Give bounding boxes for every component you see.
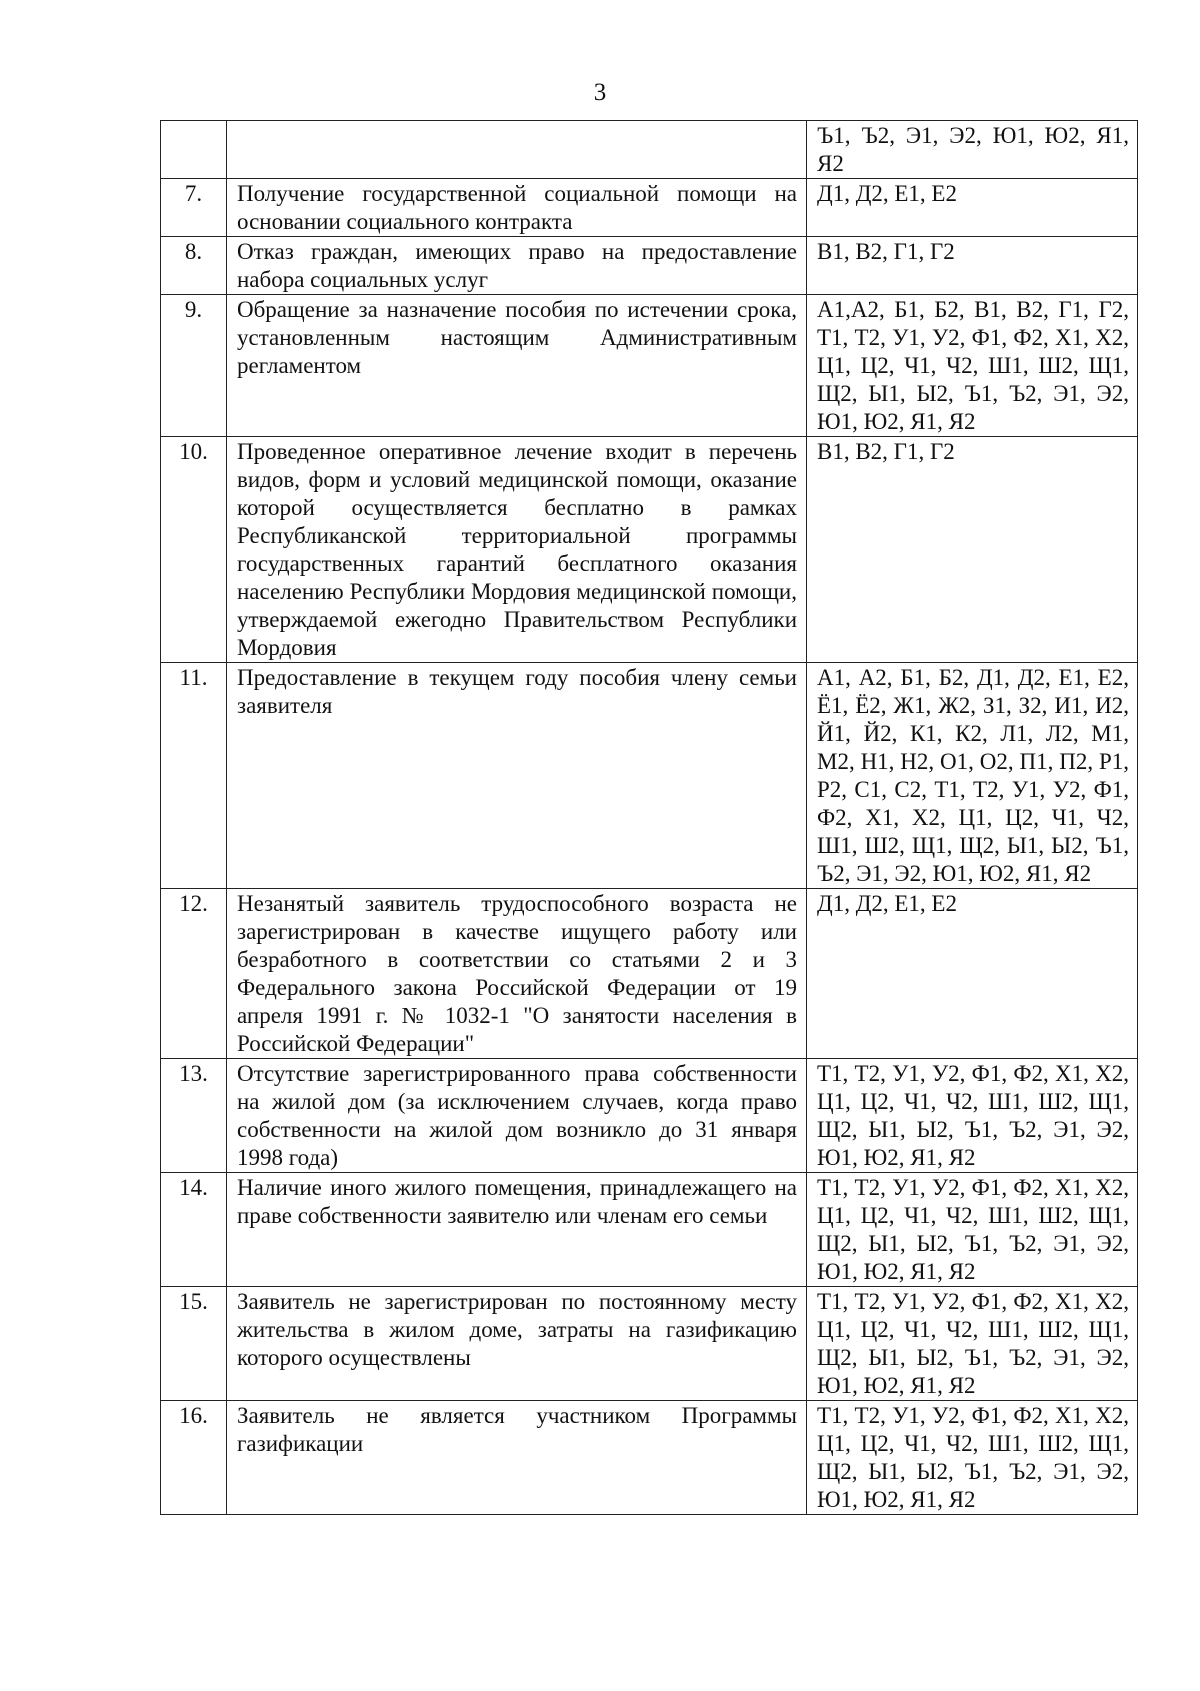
criteria-table bbox=[160, 120, 1138, 1515]
row-codes: Д1, Д2, Е1, Е2 bbox=[807, 179, 1138, 237]
row-codes: В1, В2, Г1, Г2 bbox=[807, 237, 1138, 295]
row-codes: Т1, Т2, У1, У2, Ф1, Ф2, Х1, Х2, Ц1, Ц2, Ч1, Ч2, Ш1, Ш2, Щ1, Щ2, Ы1, Ы2, Ъ1, Ъ2, Э1, Э2, Ю1, Ю2, Я1, Я2 bbox=[807, 1287, 1138, 1401]
row-number: 7. bbox=[161, 179, 227, 237]
row-description: Наличие иного жилого помещения, принадлежащего на праве собственности заявителю или членам его семьи bbox=[227, 1173, 807, 1287]
row-codes: Ъ1, Ъ2, Э1, Э2, Ю1, Ю2, Я1, Я2 bbox=[807, 121, 1138, 179]
row-description: Отсутствие зарегистрированного права собственности на жилой дом (за исключением случаев, когда право собственности на жилой дом возникло до 31 января 1998 года) bbox=[227, 1059, 807, 1173]
row-description: Заявитель не зарегистрирован по постоянному месту жительства в жилом доме, затраты на газификацию которого осуществлены bbox=[227, 1287, 807, 1401]
row-description: Заявитель не является участником Программы газификации bbox=[227, 1401, 807, 1515]
table-row bbox=[161, 889, 1138, 1059]
table-row bbox=[161, 1173, 1138, 1287]
table-row bbox=[161, 663, 1138, 889]
row-number: 15. bbox=[161, 1287, 227, 1401]
table-row bbox=[161, 237, 1138, 295]
row-number: 11. bbox=[161, 663, 227, 889]
row-codes: Т1, Т2, У1, У2, Ф1, Ф2, Х1, Х2, Ц1, Ц2, Ч1, Ч2, Ш1, Ш2, Щ1, Щ2, Ы1, Ы2, Ъ1, Ъ2, Э1, Э2, Ю1, Ю2, Я1, Я2 bbox=[807, 1059, 1138, 1173]
table-row bbox=[161, 295, 1138, 437]
row-number: 13. bbox=[161, 1059, 227, 1173]
table-row bbox=[161, 1059, 1138, 1173]
row-number: 16. bbox=[161, 1401, 227, 1515]
row-codes: В1, В2, Г1, Г2 bbox=[807, 437, 1138, 663]
row-number: 14. bbox=[161, 1173, 227, 1287]
row-description: Предоставление в текущем году пособия члену семьи заявителя bbox=[227, 663, 807, 889]
row-number bbox=[161, 121, 227, 179]
table-row bbox=[161, 121, 1138, 179]
table-row bbox=[161, 1287, 1138, 1401]
table-row bbox=[161, 179, 1138, 237]
row-number: 12. bbox=[161, 889, 227, 1059]
row-codes: А1, А2, Б1, Б2, Д1, Д2, Е1, Е2, Ё1, Ё2, Ж1, Ж2, З1, З2, И1, И2, Й1, Й2, К1, К2, Л1, Л2, М1, М2, Н1, Н2, О1, О2, П1, П2, Р1, Р2, С1, С2, Т1, Т2, У1, У2, Ф1, Ф2, Х1, Х2, Ц1, Ц2, Ч1, Ч2, Ш1, Ш2, Щ1, Щ2, Ы1, Ы2, Ъ1, Ъ2, Э1, Э2, Ю1, Ю2, Я1, Я2 bbox=[807, 663, 1138, 889]
table-row bbox=[161, 437, 1138, 663]
row-description: Отказ граждан, имеющих право на предоставление набора социальных услуг bbox=[227, 237, 807, 295]
row-codes: А1,А2, Б1, Б2, В1, В2, Г1, Г2, Т1, Т2, У1, У2, Ф1, Ф2, Х1, Х2, Ц1, Ц2, Ч1, Ч2, Ш1, Ш2, Щ1, Щ2, Ы1, Ы2, Ъ1, Ъ2, Э1, Э2, Ю1, Ю2, Я1, Я2 bbox=[807, 295, 1138, 437]
page-number: 3 bbox=[593, 79, 607, 106]
row-number: 10. bbox=[161, 437, 227, 663]
table-row bbox=[161, 1401, 1138, 1515]
row-description: Незанятый заявитель трудоспособного возраста не зарегистрирован в качестве ищущего работу или безработного в соответствии со статьями 2 и 3 Федерального закона Российской Федерации от 19 апреля 1991 г. № 1032-1 "О занятости населения в Российской Федерации" bbox=[227, 889, 807, 1059]
row-description: Проведенное оперативное лечение входит в перечень видов, форм и условий медицинской помощи, оказание которой осуществляется бесплатно в рамках Республиканской территориальной программы государственных гарантий бесплатного оказания населению Республики Мордовия медицинской помощи, утверждаемой ежегодно Правительством Республики Мордовия bbox=[227, 437, 807, 663]
row-codes: Т1, Т2, У1, У2, Ф1, Ф2, Х1, Х2, Ц1, Ц2, Ч1, Ч2, Ш1, Ш2, Щ1, Щ2, Ы1, Ы2, Ъ1, Ъ2, Э1, Э2, Ю1, Ю2, Я1, Я2 bbox=[807, 1401, 1138, 1515]
row-description: Обращение за назначение пособия по истечении срока, установленным настоящим Административным регламентом bbox=[227, 295, 807, 437]
row-number: 8. bbox=[161, 237, 227, 295]
row-description: Получение государственной социальной помощи на основании социального контракта bbox=[227, 179, 807, 237]
row-number: 9. bbox=[161, 295, 227, 437]
row-description bbox=[227, 121, 807, 179]
row-codes: Т1, Т2, У1, У2, Ф1, Ф2, Х1, Х2, Ц1, Ц2, Ч1, Ч2, Ш1, Ш2, Щ1, Щ2, Ы1, Ы2, Ъ1, Ъ2, Э1, Э2, Ю1, Ю2, Я1, Я2 bbox=[807, 1173, 1138, 1287]
row-codes: Д1, Д2, Е1, Е2 bbox=[807, 889, 1138, 1059]
